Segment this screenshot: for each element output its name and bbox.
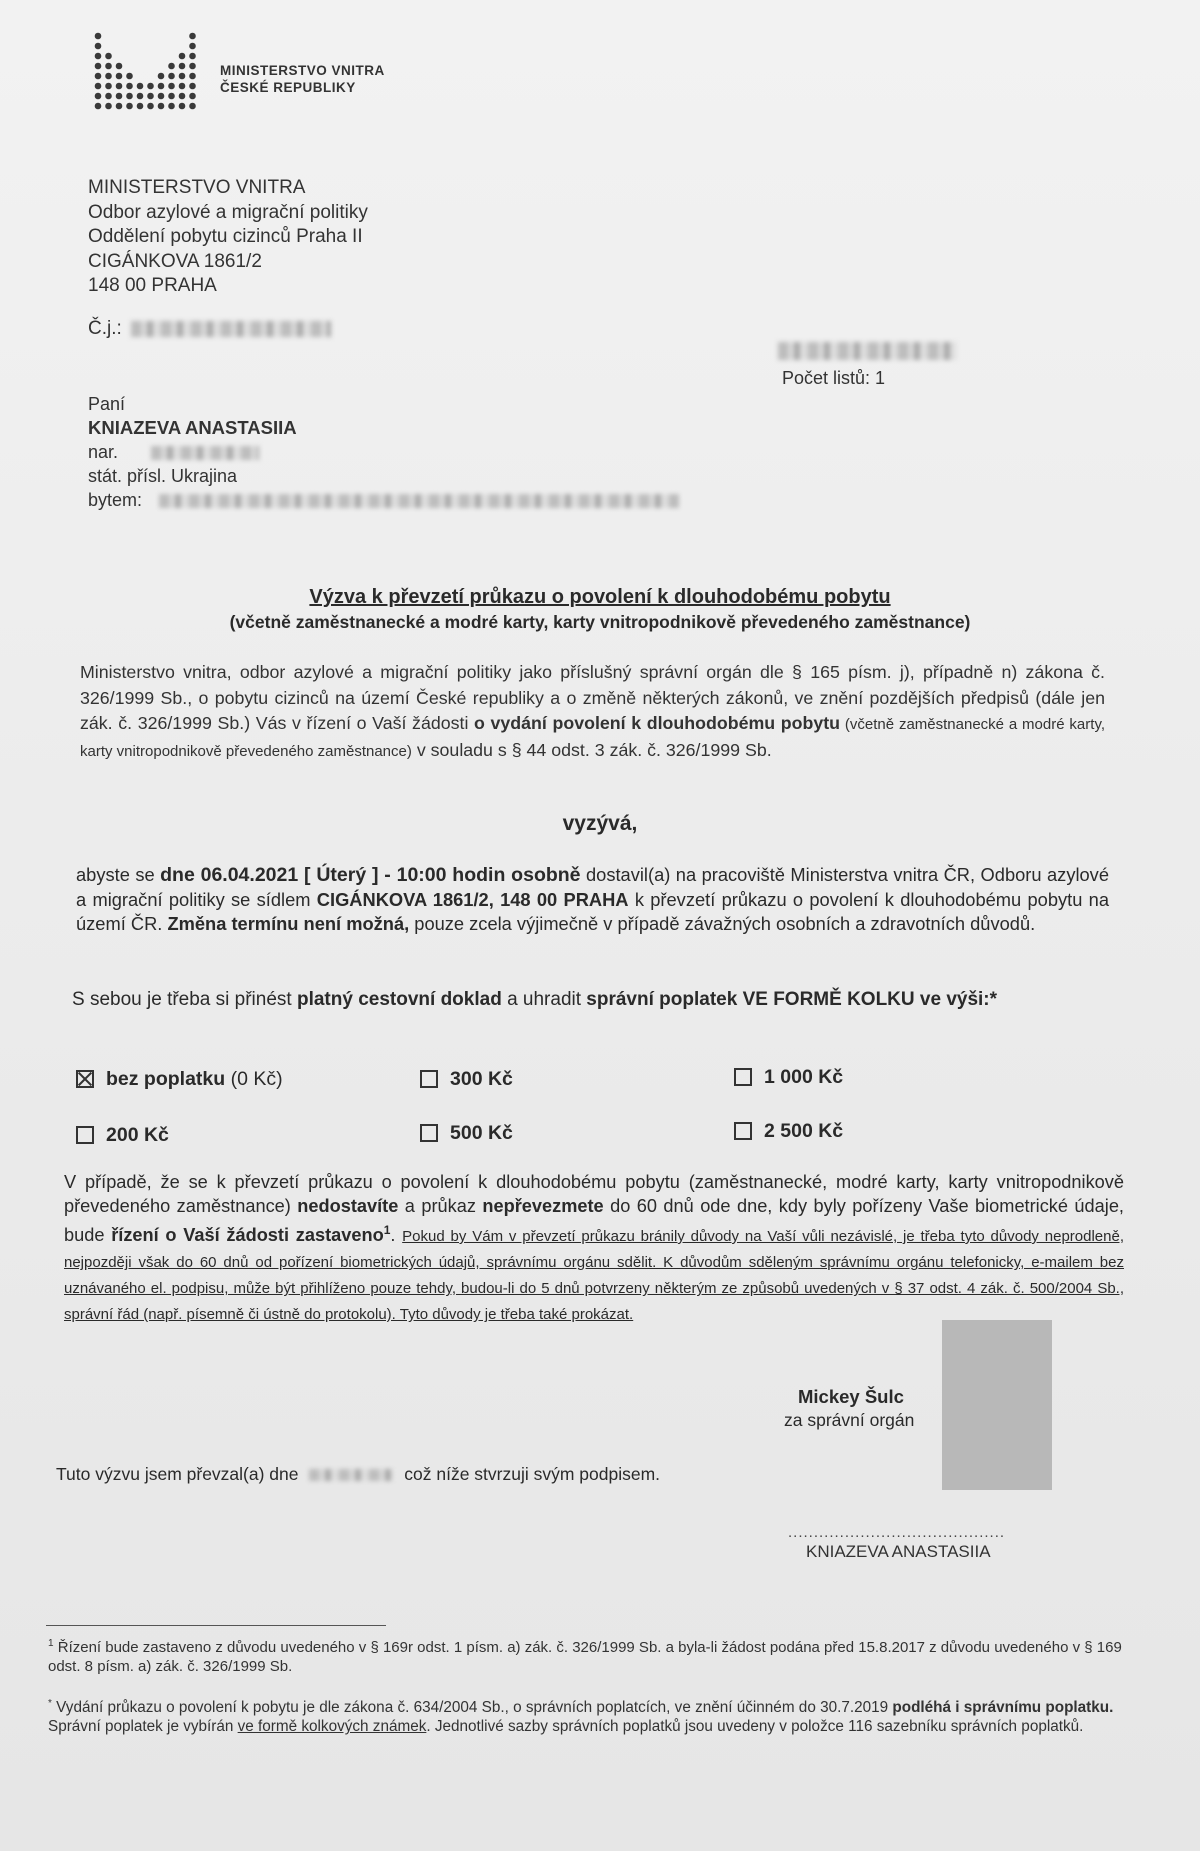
fee-option-500-label: 500 Kč <box>450 1122 513 1144</box>
checkbox-icon <box>76 1126 94 1144</box>
para4-text-c: a průkaz <box>398 1196 483 1216</box>
reference-number <box>88 318 331 340</box>
fee-option-none[interactable] <box>76 1068 283 1091</box>
fee-option-2500-label: 2 500 Kč <box>764 1120 844 1142</box>
footnote-1 <box>48 1634 1138 1676</box>
fee-option-1000[interactable] <box>734 1066 843 1089</box>
para2-text-c: dostavil(a) na pracoviště Ministerstva vnitra ČR, Odboru azylové a migrační politiky se sídlem <box>76 864 1109 910</box>
footnote-2-mark: * <box>48 1698 52 1709</box>
checked-box-icon <box>76 1070 94 1088</box>
recipient-citizenship: stát. přísl. Ukrajina <box>88 466 238 486</box>
office-address: CIGÁNKOVA 1861/2, 148 00 PRAHA <box>316 888 629 910</box>
receipt-text-b: což níže stvrzuji svým podpisem. <box>404 1464 661 1484</box>
footnote-2-text-a: Vydání průkazu o povolení k pobytu je dle zákona č. 634/2004 Sb., o správních poplatcích, ve znění účinném do 30.7.2019 <box>51 1699 893 1717</box>
para2-text-e: k převzetí průkazu o povolení k dlouhodobému pobytu na území ČR. <box>76 888 1110 934</box>
ministry-logo-icon <box>92 30 202 112</box>
residence-label: bytem: <box>88 490 143 510</box>
fee-option-200-label: 200 Kč <box>106 1124 169 1146</box>
recipient-salutation: Paní <box>88 394 126 414</box>
footnote-2 <box>48 1694 1143 1736</box>
footnote-2-bold: podléhá i správnímu poplatku. <box>892 1699 1114 1717</box>
footnote-1-text: Řízení bude zastaveno z důvodu uvedeného v § 169r odst. 1 písm. a) zák. č. 326/1999 Sb. a byla-li žádost podána před 15.8.2017 z důvodu uvedeného v § 169 odst. 8 písm. a) zák. č. 326/1999 Sb. <box>48 1639 1122 1675</box>
receipt-line <box>56 1464 660 1485</box>
redacted-address <box>159 494 679 508</box>
para1-small: (včetně zaměstnanecké a modré karty, karty vnitropodnikově převedeného zaměstnance) <box>80 716 1105 760</box>
fee-option-500[interactable] <box>420 1122 513 1145</box>
no-reschedule-note: Změna termínu není možná, <box>167 913 410 934</box>
not-collect-bold: nepřevezmete <box>482 1196 604 1216</box>
not-appear-bold: nedostavíte <box>297 1196 399 1216</box>
paragraph-authority <box>80 660 1105 764</box>
sender-line-4: CIGÁNKOVA 1861/2 <box>88 250 262 272</box>
fee-option-2500[interactable] <box>734 1120 843 1143</box>
para4-text-a: V případě, že se k převzetí průkazu o povolení k dlouhodobému pobytu (zaměstnanecké, modré karty, karty vnitropodnikově převedeného zaměstnance) <box>64 1172 1124 1216</box>
sender-address <box>88 176 368 299</box>
sender-line-3: Oddělení pobytu cizinců Praha II <box>88 226 363 247</box>
para1-bold: o vydání povolení k dlouhodobému pobytu <box>474 713 841 733</box>
footnote-2-text-c: Správní poplatek je vybírán <box>48 1718 238 1736</box>
redacted-date <box>778 342 956 360</box>
para1-text-d: v souladu s § 44 odst. 3 zák. č. 326/1999 Sb. <box>411 739 772 760</box>
para4-underlined: Pokud by Vám v převzetí průkazu bránily důvody na Vaší vůli nezávislé, je třeba tyto důvody neprodleně, nejpozději však do 60 dnů od pořízení biometrických údajů, správnímu orgánu sdělit. K důvodům sděleným správnímu orgánu telefonicky, e-mailem bez uznávaného el. podpisu, může být přihlíženo pouze tehdy, budou-li do 5 dnů potvrzeny některým ze způsobů uvedených v § 37 odst. 4 zák. č. 500/2004 Sb., správní řád (např. písemně či ústně do protokolu). Tyto důvody je třeba také prokázat. <box>64 1228 1124 1324</box>
sender-line-1: MINISTERSTVO VNITRA <box>88 177 306 198</box>
reference-label: Č.j.: <box>88 318 122 339</box>
footnote-divider <box>46 1625 386 1626</box>
redacted-reference <box>131 321 331 337</box>
checkbox-icon <box>734 1122 752 1140</box>
summons-heading: vyzývá, <box>562 812 638 835</box>
checkbox-icon <box>734 1068 752 1086</box>
passport-requirement: platný cestovní doklad <box>296 989 502 1010</box>
paragraph-consequences <box>64 1170 1124 1327</box>
recipient-born <box>88 440 679 464</box>
signature-line-name: KNIAZEVA ANASTASIIA <box>806 1542 991 1561</box>
fee-requirement: správní poplatek VE FORMĚ KOLKU ve výši:* <box>586 989 998 1010</box>
appointment-date: dne 06.04.2021 [ Úterý ] - 10:00 hodin osobně <box>160 864 581 886</box>
fee-option-200[interactable] <box>76 1124 169 1147</box>
sender-line-2: Odbor azylové a migrační politiky <box>88 201 368 223</box>
checkbox-icon <box>420 1124 438 1142</box>
fee-option-300[interactable] <box>420 1068 513 1091</box>
para4-text-e: do 60 dnů ode dne, kdy byly pořízeny Vaše biometrické údaje, bude <box>64 1196 1124 1246</box>
footnote-ref-1: 1 <box>383 1223 391 1237</box>
paragraph-appointment <box>76 863 1109 937</box>
receipt-text-a: Tuto výzvu jsem převzal(a) dne <box>56 1464 299 1484</box>
paragraph-requirements <box>72 988 1112 1013</box>
logo-line-1: MINISTERSTVO VNITRA <box>220 63 385 78</box>
para1-text-a: Ministerstvo vnitra, odbor azylové a migrační politiky jako příslušný správní orgán dle § 165 písm. j), případně n) zákona č. 326/1999 Sb., o pobytu cizinců na území České republiky a o změně některých zákonů, ve znění pozdějších předpisů (dále jen zák. č. 326/1999 Sb.) Vás v řízení o Vaší žádosti <box>80 662 1105 733</box>
recipient-residence <box>88 488 679 512</box>
recipient-name: KNIAZEVA ANASTASIIA <box>88 417 297 438</box>
fee-option-300-label: 300 Kč <box>450 1068 513 1090</box>
para2-text-a: abyste se <box>76 864 161 885</box>
pixelated-signature-icon <box>942 1320 1052 1490</box>
fee-option-none-note: (0 Kč) <box>225 1068 283 1090</box>
born-label: nar. <box>88 442 119 462</box>
redacted-birthdate <box>151 446 259 460</box>
para3-text-a: S sebou je třeba si přinést <box>72 989 297 1010</box>
logo-text <box>220 62 385 96</box>
para3-text-c: a uhradit <box>501 989 587 1010</box>
para2-text-g: pouze zcela výjimečně v případě závažných osobních a zdravotních důvodů. <box>409 913 1036 934</box>
fee-option-1000-label: 1 000 Kč <box>764 1066 844 1088</box>
proceedings-stopped-bold: řízení o Vaší žádosti zastaveno <box>111 1225 384 1246</box>
recipient-block <box>88 392 679 512</box>
document-subtitle: (včetně zaměstnanecké a modré karty, karty vnitropodnikově převedeného zaměstnance) <box>229 612 971 632</box>
document-title: Výzva k převzetí průkazu o povolení k dlouhodobému pobytu <box>309 586 891 608</box>
redacted-receipt-date <box>309 1469 393 1481</box>
para4-text-h: . <box>390 1225 403 1246</box>
signatory-role: za správní orgán <box>784 1410 915 1430</box>
fee-option-none-label: bez poplatku <box>106 1068 226 1090</box>
checkbox-icon <box>420 1070 438 1088</box>
sheet-count: Počet listů: 1 <box>782 368 886 388</box>
signature-dotted-line: .......................................... <box>788 1524 1006 1541</box>
footnote-1-mark: 1 <box>48 1638 54 1649</box>
logo-line-2: ČESKÉ REPUBLIKY <box>220 80 356 95</box>
sender-line-5: 148 00 PRAHA <box>88 275 217 296</box>
signatory-name: Mickey Šulc <box>798 1386 904 1407</box>
footnote-2-underlined: ve formě kolkových známek <box>237 1718 427 1736</box>
footnote-2-text-e: . Jednotlivé sazby správních poplatků jsou uvedeny v položce 116 sazebníku správních poplatků. <box>426 1718 1084 1736</box>
